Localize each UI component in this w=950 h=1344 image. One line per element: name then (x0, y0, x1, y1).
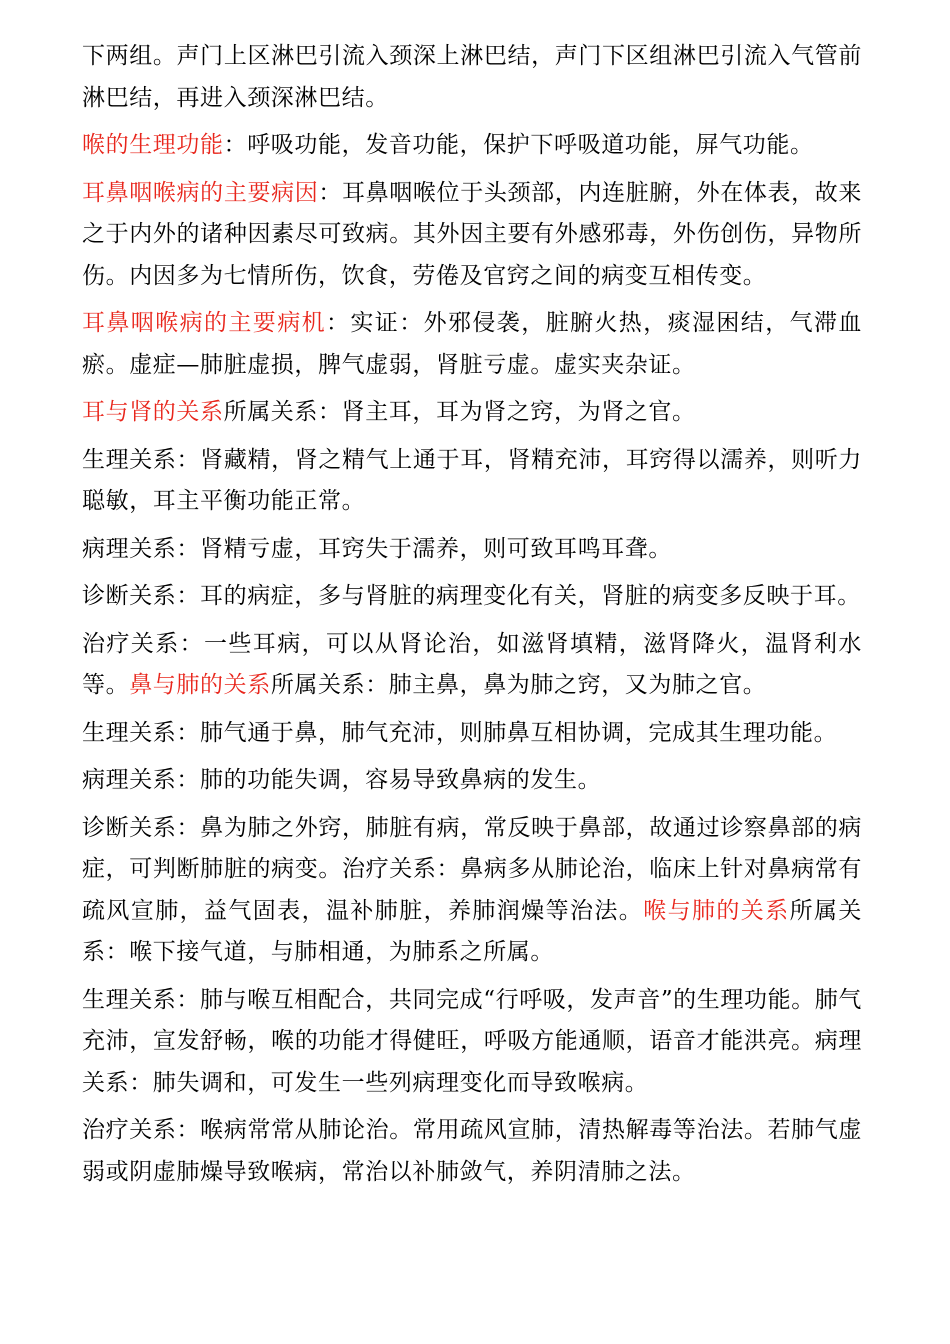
paragraph (82, 760, 862, 802)
paragraph (82, 576, 862, 618)
section-heading-ear-kidney: 耳与肾的关系 (82, 399, 224, 425)
paragraph-text: ：呼吸功能，发音功能，保护下呼吸道功能，屏气功能。 (223, 132, 814, 158)
paragraph (82, 529, 862, 571)
paragraph (82, 440, 862, 523)
section-heading-larynx-function: 喉的生理功能 (82, 132, 224, 158)
paragraph (82, 36, 862, 119)
section-heading-nose-lung: 鼻与肺的关系 (129, 672, 271, 698)
document-page (82, 36, 862, 1199)
paragraph (82, 980, 862, 1105)
paragraph-text: 生理关系：肺与喉互相配合，共同完成“行呼吸，发声音”的生理功能。肺气充沛，宣发舒畅，喉的功能才得健旺，呼吸方能通顺，语音才能洪亮。病理关系：肺失调和，可发生一些列病理变化而导致喉病。 (82, 986, 862, 1096)
paragraph-text: 病理关系：肺的功能失调，容易导致鼻病的发生。 (82, 767, 602, 793)
paragraph-text: 生理关系：肺气通于鼻，肺气充沛，则肺鼻互相协调，完成其生理功能。 (82, 719, 838, 746)
paragraph-text: ：实证：外邪侵袭，脏腑火热，痰湿困结，气滞血瘀。虚症—肺脏虚损，脾气虚弱，肾脏亏虚。虚实夹杂证。 (82, 310, 862, 378)
paragraph-text: 生理关系：肾藏精，肾之精气上通于耳，肾精充沛，耳窍得以濡养，则听力聪敏，耳主平衡功能正常。 (82, 446, 862, 514)
paragraph-text: 所属关系：肾主耳，耳为肾之窍，为肾之官。 (223, 399, 696, 425)
paragraph (82, 303, 862, 386)
paragraph (82, 808, 862, 974)
paragraph-text: ：耳鼻咽喉位于头颈部，内连脏腑，外在体表，故来之于内外的诸种因素尽可致病。其外因主要有外感邪毒，外伤创伤，异物所伤。内因多为七情所伤，饮食，劳倦及官窍之间的病变互相传变。 (82, 179, 862, 289)
paragraph-text: 治疗关系：一些耳病，可以从肾论治，如滋肾填精，滋肾降火，温肾利水等。 (82, 630, 862, 698)
paragraph-text: 所属关系：肺主鼻，鼻为肺之窍，又为肺之官。 (270, 672, 767, 698)
paragraph (82, 624, 862, 707)
paragraph (82, 125, 862, 167)
section-heading-main-causes: 耳鼻咽喉病的主要病因 (82, 179, 319, 206)
paragraph-text: 诊断关系：鼻为肺之外窍，肺脏有病，常反映于鼻部，故通过诊察鼻部的病症，可判断肺脏的病变。治疗关系：鼻病多从肺论治，临床上针对鼻病常有疏风宣肺，益气固表，温补肺脏，养肺润燥等治法。 (82, 814, 862, 924)
paragraph (82, 713, 862, 755)
paragraph (82, 173, 862, 298)
paragraph (82, 1110, 862, 1193)
paragraph-text: 病理关系：肾精亏虚，耳窍失于濡养，则可致耳鸣耳聋。 (82, 535, 672, 562)
section-heading-throat-lung: 喉与肺的关系 (643, 897, 790, 924)
paragraph-text: 下两组。声门上区淋巴引流入颈深上淋巴结，声门下区组淋巴引流入气管前淋巴结，再进入颈深淋巴结。 (82, 43, 862, 111)
section-heading-main-pathogenesis: 耳鼻咽喉病的主要病机 (82, 310, 326, 336)
paragraph-text: 诊断关系：耳的病症，多与肾脏的病理变化有关，肾脏的病变多反映于耳。 (82, 583, 861, 609)
paragraph-text: 所属关系：喉下接气道，与肺相通，为肺系之所属。 (82, 897, 862, 965)
paragraph-text: 治疗关系：喉病常常从肺论治。常用疏风宣肺，清热解毒等治法。若肺气虚弱或阴虚肺燥导致喉病，常治以补肺敛气，养阴清肺之法。 (82, 1117, 862, 1185)
paragraph (82, 392, 862, 434)
